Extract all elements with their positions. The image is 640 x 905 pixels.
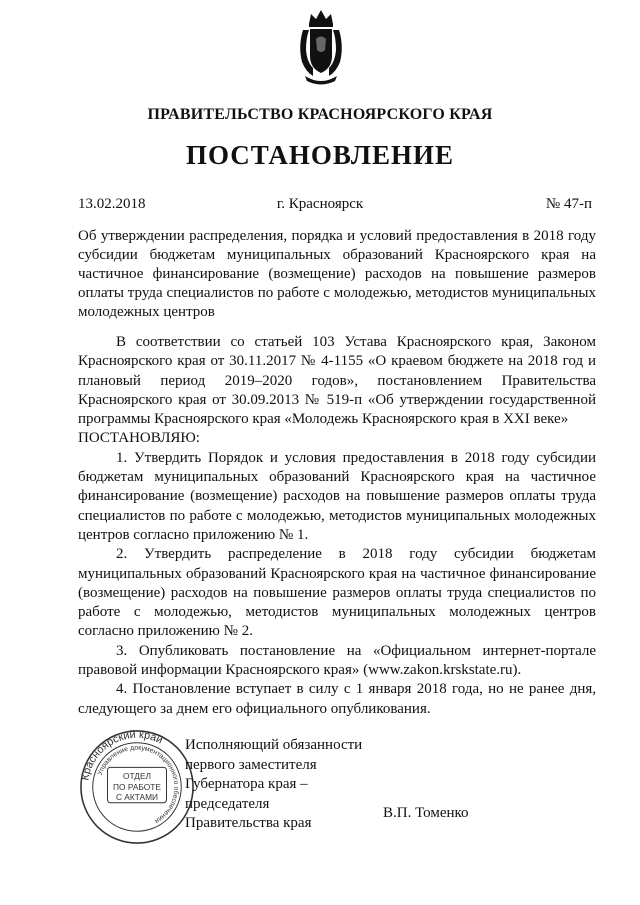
seal-stamp-icon [78, 728, 196, 846]
resolve-keyword: ПОСТАНОВЛЯЮ: [78, 430, 200, 447]
stamp-center-line-1: ОТДЕЛ [122, 771, 152, 782]
signer-name: В.П. Томенко [383, 805, 469, 821]
coat-of-arms-icon [297, 6, 345, 86]
svg-text:Красноярский край [79, 729, 164, 782]
stamp-center-line-3: С АКТАМИ [115, 791, 159, 802]
signature-line-1: Исполняющий обязанности [185, 737, 363, 753]
stamp-center-line-2: ПО РАБОТЕ [113, 781, 161, 792]
stamp-outer-text: Красноярский край [79, 728, 165, 782]
stamp-inner-text: Управление документационного обеспечения [96, 744, 180, 825]
item-3: 3. Опубликовать постановление на «Официальном интернет-портале правовой информации Красноярского края» (www.zakon.krskstate.ru). [78, 642, 596, 679]
item-4: 4. Постановление вступает в силу с 1 января 2018 года, но не ранее дня, следующего за днем его официального опубликования. [78, 681, 596, 717]
signature-line-2: первого заместителя [185, 756, 317, 773]
authority-title: ПРАВИТЕЛЬСТВО КРАСНОЯРСКОГО КРАЯ [147, 106, 493, 123]
item-1: 1. Утвердить Порядок и условия предоставления в 2018 году субсидии бюджетам муниципальных образований Красноярского края на частичное финансирование (возмещение) расходов на повышение размеров оплаты труда специалистов по работе с молодежью, методистов муниципальных молодежных центров согласно приложению № 1. [78, 449, 596, 543]
signature-line-3: Губернатора края – [185, 776, 308, 793]
signature-block [185, 736, 385, 834]
document-subject: Об утверждении распределения, порядка и условий предоставления в 2018 году субсидии бюджетам муниципальных образований Красноярского края на частичное финансирование (возмещение) расходов на повышение размеров оплаты труда специалистов по работе с молодежью, методистов муниципальных молодежных центров [78, 228, 596, 320]
signature-line-4: председателя [185, 795, 270, 812]
document-number: № 47-п [545, 196, 592, 212]
item-2: 2. Утвердить распределение в 2018 году субсидии бюджетам муниципальных образований Красноярского края на частичное финансирование (возмещение) расходов на повышение размеров оплаты труда специалистов по работе с молодежью, методистов муниципальных молодежных центров согласно приложению № 2. [78, 546, 596, 640]
document-date: 13.02.2018 [78, 196, 146, 212]
document-city: г. Красноярск [276, 196, 364, 212]
preamble: В соответствии со статьей 103 Устава Красноярского края, Законом Красноярского края от 30.11.2017 № 4-1155 «О краевом бюджете на 2018 год и плановый период 2019–2020 годов», постановлением Правительства Красноярского края от 30.09.2013 № 519-п «Об утверждении государственной программы Красноярского края «Молодежь Красноярского края в XXI веке» [78, 334, 596, 428]
document-body [78, 333, 596, 719]
signature-line-5: Правительства края [185, 815, 312, 832]
document-type: ПОСТАНОВЛЕНИЕ [185, 140, 455, 170]
